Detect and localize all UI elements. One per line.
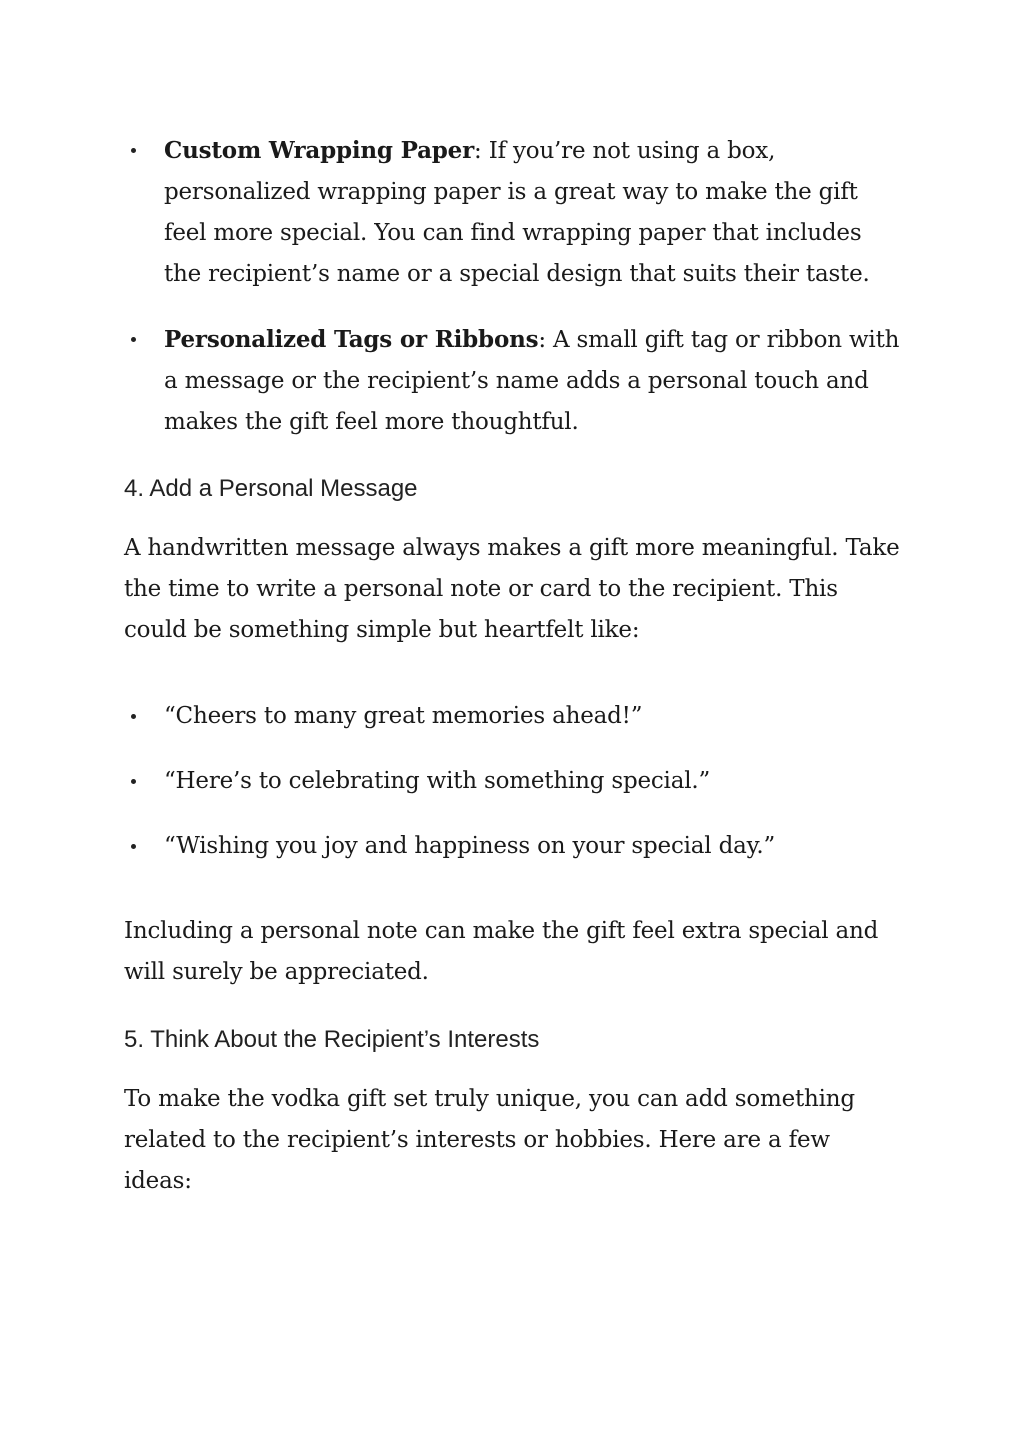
- list-item: [124, 826, 904, 867]
- message-example: “Cheers to many great memories ahead!”: [164, 703, 643, 729]
- section-5-intro: To make the vodka gift set truly unique, you can add something related to the recipient’s interests or hobbies. Here are a few ideas:: [124, 1086, 855, 1194]
- bullet-icon: [131, 337, 136, 342]
- list-item: [124, 761, 904, 802]
- list-item: [124, 696, 904, 737]
- section-heading-5: 5. Think About the Recipient’s Interests: [124, 1026, 540, 1053]
- message-examples-list: [124, 696, 904, 867]
- bullet-icon: [131, 714, 136, 719]
- list-item: [124, 319, 904, 443]
- bullet-icon: [131, 844, 136, 849]
- wrapping-tips-list: [124, 130, 904, 443]
- bullet-icon: [131, 779, 136, 784]
- list-item-term: Custom Wrapping Paper: [164, 137, 475, 164]
- list-item-text: : A small gift tag or ribbon with a message or the recipient’s name adds a personal touch and makes the gift feel more thoughtful.: [164, 327, 900, 435]
- bullet-icon: [131, 148, 136, 153]
- section-4-intro: A handwritten message always makes a gift more meaningful. Take the time to write a personal note or card to the recipient. This could be something simple but heartfelt like:: [124, 535, 900, 643]
- section-4-outro: Including a personal note can make the gift feel extra special and will surely be appreciated.: [124, 918, 879, 985]
- list-item: [124, 130, 904, 295]
- list-item-term: Personalized Tags or Ribbons: [164, 326, 539, 353]
- section-heading-4: 4. Add a Personal Message: [124, 475, 418, 502]
- message-example: “Here’s to celebrating with something special.”: [164, 768, 711, 794]
- list-item-text: : If you’re not using a box, personalized wrapping paper is a great way to make the gift feel more special. You can find wrapping paper that includes the recipient’s name or a special design that suits their taste.: [164, 138, 870, 287]
- message-example: “Wishing you joy and happiness on your special day.”: [164, 833, 776, 859]
